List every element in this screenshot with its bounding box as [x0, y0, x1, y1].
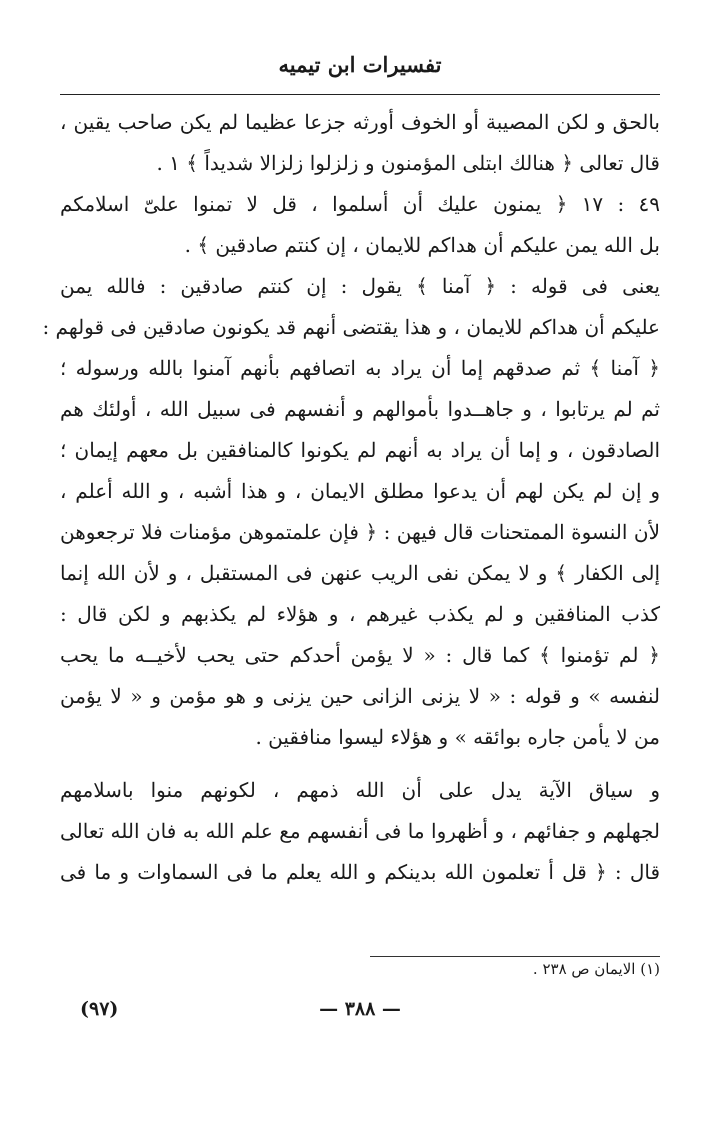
text-line: يعنى فى قوله : ﴿ آمنا ﴾ يقول : إن كنتم صادقين : فالله يمن [60, 274, 660, 298]
text-line: من لا يأمن جاره بوائقه » و هؤلاء ليسوا منافقين . [255, 725, 660, 749]
paragraph-gap [60, 758, 660, 770]
text-line: ثم لم يرتابوا ، و جاهــدوا بأموالهم و أنفسهم فى سبيل الله ، أولئك هم [60, 397, 660, 421]
text-line: ٤٩ : ١٧ ﴿ يمنون عليك أن أسلموا ، قل لا تمنوا علىّ اسلامكم [60, 192, 661, 216]
text-line: بالحق و لكن المصيبة أو الخوف أورثه جزعا عظيما لم يكن صاحب يقين ، [60, 110, 660, 134]
text-line: ﴿ آمنا ﴾ ثم صدقهم إما أن يراد به اتصافهم بأنهم آمنوا بالله ورسوله ؛ [60, 356, 660, 380]
text-line: ﴿ لم تؤمنوا ﴾ كما قال : « لا يؤمن أحدكم حتى يحب لأخيــه ما يحب [60, 643, 660, 667]
text-line: عليكم أن هداكم للايمان ، و هذا يقتضى أنهم قد يكونون صادقين فى قولهم : [42, 315, 660, 339]
text-line: بل الله يمن عليكم أن هداكم للايمان ، إن كنتم صادقين ﴾ . [184, 233, 660, 257]
text-line: قال : ﴿ قل أ تعلمون الله بدينكم و الله يعلم ما فى السماوات و ما فى [60, 860, 660, 884]
text-line: و إن لم يكن لهم أن يدعوا مطلق الايمان ، و هذا أشبه ، و الله أعلم ، [60, 479, 660, 503]
running-header-title: تفسيرات ابن تيميه [278, 52, 442, 77]
footnote: (١) الايمان ص ٢٣٨ . [532, 960, 660, 978]
signature-mark: (٩٧) [80, 998, 119, 1020]
footnote-rule [370, 956, 660, 957]
text-line: و سياق الآية يدل على أن الله ذمهم ، لكونهم منوا باسلامهم [60, 778, 660, 802]
body-text [42, 102, 661, 893]
page-number: — ٣٨٨ — [319, 998, 401, 1020]
text-line: كذب المنافقين و لم يكذب غيرهم ، و هؤلاء لم يكذبهم و لكن قال : [60, 602, 661, 626]
book-page [42, 52, 661, 1112]
text-line: قال تعالى ﴿ هنالك ابتلى المؤمنون و زلزلوا زلزالا شديداً ﴾ ١ . [156, 151, 660, 175]
text-line: الصادقون ، و إما أن يراد به أنهم لم يكونوا كالمنافقين بل معهم إيمان ؛ [60, 438, 660, 462]
text-line: لأن النسوة الممتحنات قال فيهن : ﴿ فإن علمتموهن مؤمنات فلا ترجعوهن [60, 520, 660, 544]
header-rule [60, 94, 660, 95]
text-line: لجهلهم و جفائهم ، و أظهروا ما فى أنفسهم مع علم الله به فان الله تعالى [60, 819, 660, 843]
text-line: إلى الكفار ﴾ و لا يمكن نفى الريب عنهن فى المستقبل ، و لأن الله إنما [60, 561, 660, 585]
text-line: لنفسه » و قوله : « لا يزنى الزانى حين يزنى و هو مؤمن و « لا يؤمن [60, 684, 660, 708]
